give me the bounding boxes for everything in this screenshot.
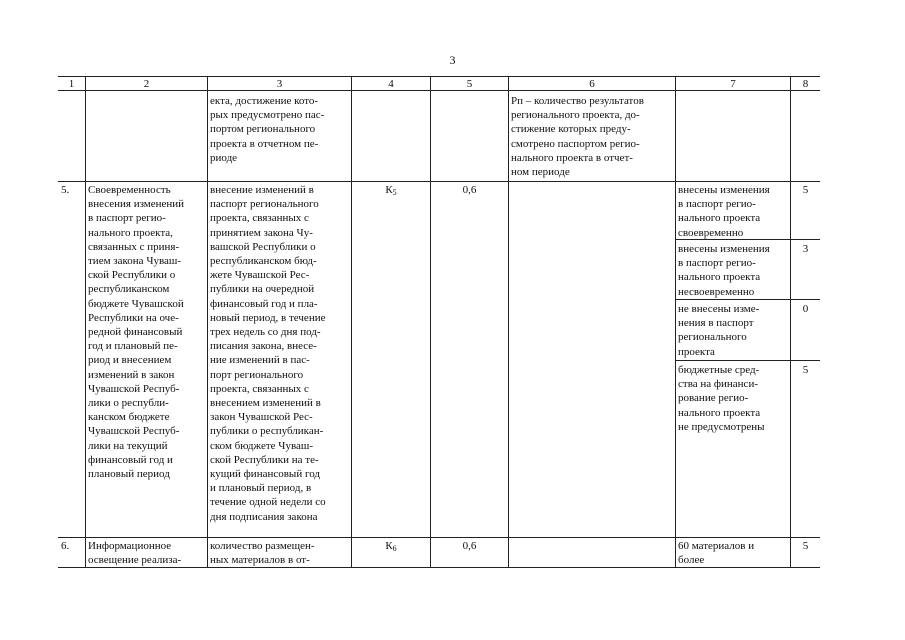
header-col-5: 5 — [466, 78, 473, 90]
row-5-description: внесение изменений в паспорт регионального проекта, связанных с принятием закона Чу- вашской Республики о республиканском бюд- жете Чувашской Рес- публики на очередной финансовый год и пла- новый период, в течение трех недель со дня под- писания закона, внесе- ние изменений в пас- порт регионального проекта, связанных с внесением изменений в закон Чувашской Рес- публики о республикан- ском бюджете Чуваш- ской Республики на те- кущий финансовый год и плановый период, в течение одной недели со дня подписания закона — [210, 184, 326, 523]
row-5-criterion-3: не внесены изме- нения в паспорт регионального проекта — [678, 303, 760, 358]
continuation-description: екта, достижение кото- рых предусмотрено пас- портом регионального проекта в отчетном пе- риоде — [210, 95, 325, 164]
header-col-8: 8 — [802, 78, 809, 90]
row-6-number: 6. — [61, 540, 70, 552]
row-5-criterion-4: бюджетные сред- ства на финанси- рование регио- нального проекта не предусмотрены — [678, 364, 765, 433]
row-5-coefficient: $К_5$ — [385, 184, 397, 197]
header-col-2: 2 — [143, 78, 150, 90]
row-6-score: 5 — [802, 540, 809, 552]
header-col-4: 4 — [388, 78, 394, 90]
header-col-7: 7 — [730, 78, 736, 90]
row-5-indicator-name: Своевременность внесения изменений в паспорт регио- нального проекта, связанных с приня- тием закона Чуваш- ской Республики о республиканском бюджете Чувашской Республики на оче- редной финансовый год и плановый пе- риод и внесением изменений в закон Чувашской Респуб- лики о республи- канском бюджете Чувашской Респуб- лики на текущий финансовый год и плановый период — [88, 184, 185, 481]
header-col-3: 3 — [276, 78, 283, 90]
header-col-6: 6 — [589, 78, 595, 90]
row-6-weight: 0,6 — [462, 540, 477, 552]
header-col-1: 1 — [68, 78, 75, 90]
row-5-score-1: 5 — [802, 184, 809, 196]
continuation-formula-note: Рп – количество результатов регионального проекта, до- стижение которых преду- смотрено паспортом регио- нального проекта в отчет- ном периоде — [511, 95, 644, 179]
row-5-score-4: 5 — [802, 364, 809, 376]
row-6-indicator-name: Информационное освещение реализа- — [88, 540, 182, 567]
row-5-score-3: 0 — [802, 303, 809, 315]
row-5-number: 5. — [61, 184, 70, 196]
row-6-criterion: 60 материалов и более — [678, 540, 755, 567]
row-6-coefficient: $К_6$ — [385, 540, 397, 553]
row-5-criterion-1: внесены изменения в паспорт регио- нального проекта своевременно — [678, 184, 770, 239]
row-5-weight: 0,6 — [462, 184, 477, 196]
row-6-description: количество размещен- ных материалов в от- — [210, 540, 315, 567]
page-number: 3 — [449, 53, 456, 67]
row-5-score-2: 3 — [802, 243, 809, 255]
row-5-criterion-2: внесены изменения в паспорт регио- нального проекта несвоевременно — [678, 243, 770, 298]
